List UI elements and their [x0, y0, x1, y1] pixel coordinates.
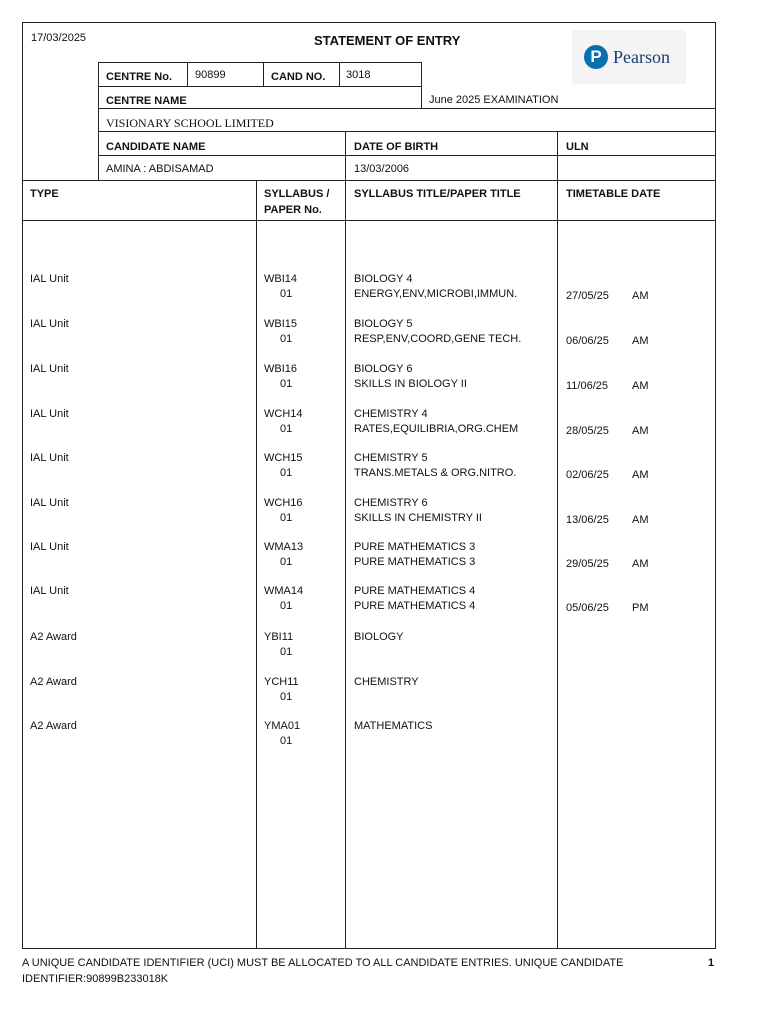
row-paper-no: 01	[280, 735, 293, 747]
row-paper-title: RATES,EQUILIBRIA,ORG.CHEM	[354, 423, 519, 435]
row-paper-no: 01	[280, 512, 293, 524]
row-paper-no: 01	[280, 423, 293, 435]
table-row	[0, 497, 768, 537]
row-type: A2 Award	[30, 631, 77, 643]
centre-no-label: CENTRE No.	[106, 71, 172, 83]
row-session: AM	[632, 469, 649, 481]
row-syllabus-code: WBI15	[264, 318, 298, 330]
pearson-logo-text: Pearson	[613, 47, 670, 67]
pearson-logo-icon: P	[584, 45, 608, 69]
row-paper-no: 01	[280, 288, 293, 300]
row-syllabus-code: YBI11	[264, 631, 294, 643]
row-type: A2 Award	[30, 720, 77, 732]
row-syllabus-title: PURE MATHEMATICS 3	[354, 541, 476, 553]
row-paper-no: 01	[280, 378, 293, 390]
row-syllabus-title: MATHEMATICS	[354, 720, 433, 732]
row-paper-title: SKILLS IN CHEMISTRY II	[354, 512, 482, 524]
col-header-type: TYPE	[30, 188, 59, 200]
row-syllabus-code: WCH15	[264, 452, 303, 464]
row-type: IAL Unit	[30, 585, 69, 597]
row-syllabus-code: WCH14	[264, 408, 303, 420]
row-syllabus-code: YCH11	[264, 676, 299, 688]
row-syllabus-code: WMA14	[264, 585, 304, 597]
row-paper-title: PURE MATHEMATICS 4	[354, 600, 476, 612]
table-row	[0, 676, 768, 716]
table-row	[0, 631, 768, 671]
print-date: 17/03/2025	[31, 32, 87, 44]
row-paper-title: TRANS.METALS & ORG.NITRO.	[354, 467, 517, 479]
row-syllabus-title: BIOLOGY 4	[354, 273, 413, 285]
row-syllabus-title: BIOLOGY 5	[354, 318, 413, 330]
row-date: 06/06/25	[566, 335, 609, 347]
row-syllabus-title: BIOLOGY 6	[354, 363, 413, 375]
row-date: 29/05/25	[566, 558, 609, 570]
row-type: IAL Unit	[30, 318, 69, 330]
candidate-name-label: CANDIDATE NAME	[106, 141, 206, 153]
centre-name-value: VISIONARY SCHOOL LIMITED	[106, 116, 274, 130]
row-syllabus-code: WMA13	[264, 541, 304, 553]
cand-no-label: CAND NO.	[271, 71, 326, 83]
row-date: 27/05/25	[566, 290, 609, 302]
col-header-syllabus-2: PAPER No.	[264, 204, 322, 216]
row-session: AM	[632, 558, 649, 570]
row-syllabus-title: CHEMISTRY 5	[354, 452, 428, 464]
row-date: 28/05/25	[566, 425, 609, 437]
centre-name-label: CENTRE NAME	[106, 95, 187, 107]
row-syllabus-title: PURE MATHEMATICS 4	[354, 585, 476, 597]
row-paper-no: 01	[280, 600, 293, 612]
row-session: AM	[632, 514, 649, 526]
candidate-name-value: AMINA : ABDISAMAD	[106, 163, 214, 175]
row-paper-no: 01	[280, 691, 293, 703]
row-syllabus-title: CHEMISTRY	[354, 676, 419, 688]
row-session: PM	[632, 602, 649, 614]
row-paper-no: 01	[280, 646, 293, 658]
row-type: IAL Unit	[30, 273, 69, 285]
row-type: IAL Unit	[30, 541, 69, 553]
col-header-timetable: TIMETABLE DATE	[566, 188, 661, 200]
pearson-logo	[572, 30, 686, 84]
uln-label: ULN	[566, 141, 589, 153]
cand-no-value: 3018	[346, 69, 371, 81]
row-syllabus-title: BIOLOGY	[354, 631, 404, 643]
footer-note-line2: IDENTIFIER:90899B233018K	[22, 973, 169, 985]
row-type: IAL Unit	[30, 363, 69, 375]
table-row	[0, 273, 768, 313]
row-paper-no: 01	[280, 556, 293, 568]
row-type: IAL Unit	[30, 408, 69, 420]
row-paper-title: ENERGY,ENV,MICROBI,IMMUN.	[354, 288, 518, 300]
col-header-title: SYLLABUS TITLE/PAPER TITLE	[354, 188, 521, 200]
row-syllabus-title: CHEMISTRY 6	[354, 497, 428, 509]
row-session: AM	[632, 290, 649, 302]
dob-value: 13/03/2006	[354, 163, 410, 175]
row-type: IAL Unit	[30, 497, 69, 509]
row-syllabus-code: WBI16	[264, 363, 298, 375]
table-row	[0, 408, 768, 448]
row-paper-no: 01	[280, 333, 293, 345]
row-date: 02/06/25	[566, 469, 609, 481]
row-type: IAL Unit	[30, 452, 69, 464]
page-number: 1	[708, 957, 715, 969]
table-row	[0, 363, 768, 403]
row-date: 05/06/25	[566, 602, 609, 614]
footer-note-line1: A UNIQUE CANDIDATE IDENTIFIER (UCI) MUST BE ALLOCATED TO ALL CANDIDATE ENTRIES. UNIQUE CANDIDATE	[22, 957, 624, 969]
table-row	[0, 720, 768, 760]
row-paper-no: 01	[280, 467, 293, 479]
row-paper-title: RESP,ENV,COORD,GENE TECH.	[354, 333, 522, 345]
row-paper-title: PURE MATHEMATICS 3	[354, 556, 476, 568]
table-row	[0, 541, 768, 581]
row-syllabus-code: WCH16	[264, 497, 303, 509]
row-syllabus-title: CHEMISTRY 4	[354, 408, 428, 420]
row-session: AM	[632, 335, 649, 347]
page-title: STATEMENT OF ENTRY	[314, 33, 461, 48]
table-row	[0, 452, 768, 492]
row-syllabus-code: WBI14	[264, 273, 298, 285]
frame-bottom	[22, 948, 716, 949]
row-type: A2 Award	[30, 676, 77, 688]
table-row	[0, 585, 768, 625]
table-row	[0, 318, 768, 358]
row-syllabus-code: YMA01	[264, 720, 301, 732]
centre-no-value: 90899	[195, 69, 226, 81]
row-session: AM	[632, 380, 649, 392]
col-header-syllabus-1: SYLLABUS /	[264, 188, 330, 200]
row-date: 11/06/25	[566, 380, 609, 392]
row-paper-title: SKILLS IN BIOLOGY II	[354, 378, 467, 390]
exam-series: June 2025 EXAMINATION	[429, 94, 559, 106]
frame-top	[22, 22, 716, 23]
dob-label: DATE OF BIRTH	[354, 141, 439, 153]
row-session: AM	[632, 425, 649, 437]
row-date: 13/06/25	[566, 514, 609, 526]
